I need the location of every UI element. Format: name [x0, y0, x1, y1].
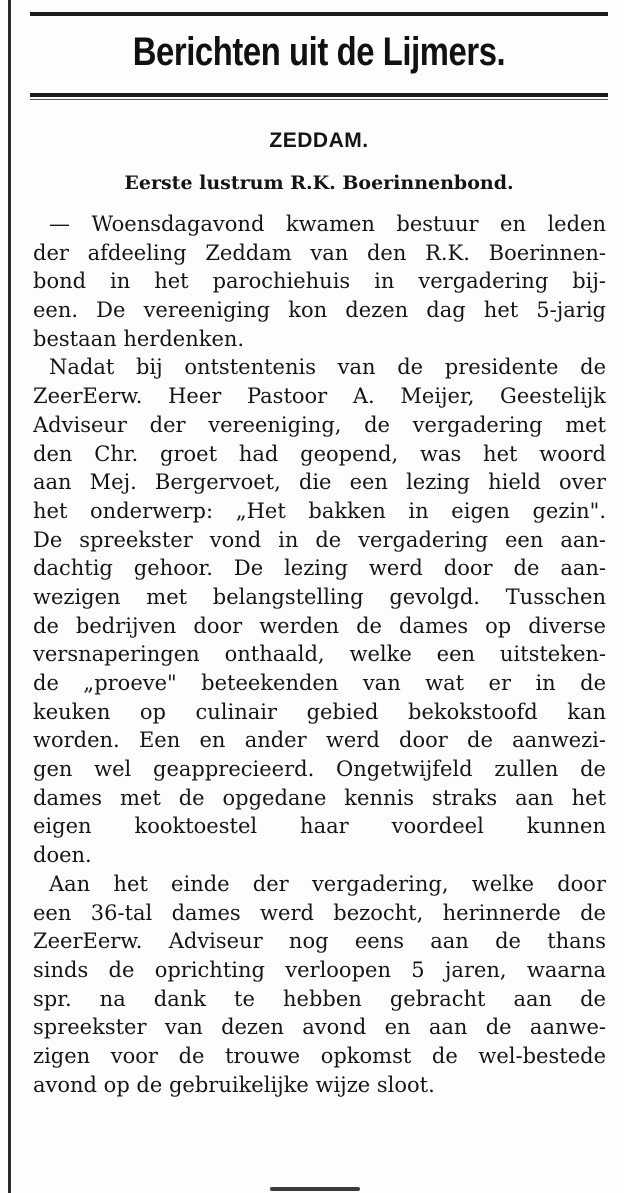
body-line: de bedrijven door werden de dames op diverse: [33, 613, 606, 638]
body-line: worden. Een en ander werd door de aanwezi-: [33, 728, 606, 753]
body-line: ZeerEerw. Adviseur nog eens aan de thans: [33, 929, 606, 954]
cut-off-next-heading: [270, 1184, 360, 1193]
body-line: spr. na dank te hebben gebracht aan de: [33, 986, 606, 1011]
body-line: eigen kooktoestel haar voordeel kunnen: [33, 814, 606, 839]
column-border: [8, 0, 11, 1193]
body-line: versnaperingen onthaald, welke een uitsteken-: [33, 642, 606, 667]
body-line: sinds de oprichting verloopen 5 jaren, waarna: [33, 957, 606, 982]
body-line: wezigen met belangstelling gevolgd. Tusschen: [33, 584, 606, 609]
body-line: ZeerEerw. Heer Pastoor A. Meijer, Geestelijk: [33, 384, 606, 409]
headline: Berichten uit de Lijmers.: [132, 30, 506, 74]
body-line: gen wel geapprecieerd. Ongetwijfeld zullen de: [33, 757, 606, 782]
body-line: Adviseur der vereeniging, de vergadering met: [33, 412, 606, 437]
headline-rule: [30, 93, 608, 97]
body-line: bond in het parochiehuis in vergadering bij-: [33, 269, 606, 294]
body-line: der afdeeling Zeddam van den R.K. Boerinnen-: [33, 240, 606, 265]
body-line: — Woensdagavond kwamen bestuur en leden: [49, 212, 606, 236]
body-line: het onderwerp: „Het bakken in eigen gezin".: [33, 498, 606, 523]
body-line: zigen voor de trouwe opkomst de wel-bestede: [33, 1043, 606, 1068]
top-rule: [30, 12, 608, 16]
body-line: doen.: [33, 843, 92, 868]
place-heading: ZEDDAM.: [269, 129, 369, 152]
body-line: den Chr. groet had geopend, was het woord: [33, 441, 606, 466]
body-line: keuken op culinair gebied bekokstoofd kan: [33, 699, 606, 724]
body-line: Aan het einde der vergadering, welke door: [49, 871, 606, 896]
headline-rule-thin: [30, 99, 608, 100]
body-line: een. De vereeniging kon dezen dag het 5-jarig: [33, 298, 606, 323]
body-line: de „proeve" beteekenden van wat er in de: [33, 671, 606, 695]
body-line: De spreekster vond in de vergadering een aan-: [33, 527, 606, 552]
body-line: dachtig gehoor. De lezing werd door de aan-: [33, 556, 606, 581]
body-line: een 36-tal dames werd bezocht, herinnerde de: [33, 900, 606, 925]
body-line: bestaan herdenken.: [33, 326, 245, 351]
body-line: avond op de gebruikelijke wijze sloot.: [33, 1072, 435, 1097]
article-subheading: Eerste lustrum R.K. Boerinnenbond.: [124, 172, 514, 194]
article-body: [33, 210, 606, 1099]
body-line: dames met de opgedane kennis straks aan het: [33, 785, 606, 810]
body-line: Nadat bij ontstentenis van de presidente de: [49, 355, 606, 380]
body-line: spreekster van dezen avond en aan de aanwe-: [33, 1015, 606, 1040]
body-line: aan Mej. Bergervoet, die een lezing hield over: [33, 470, 606, 495]
